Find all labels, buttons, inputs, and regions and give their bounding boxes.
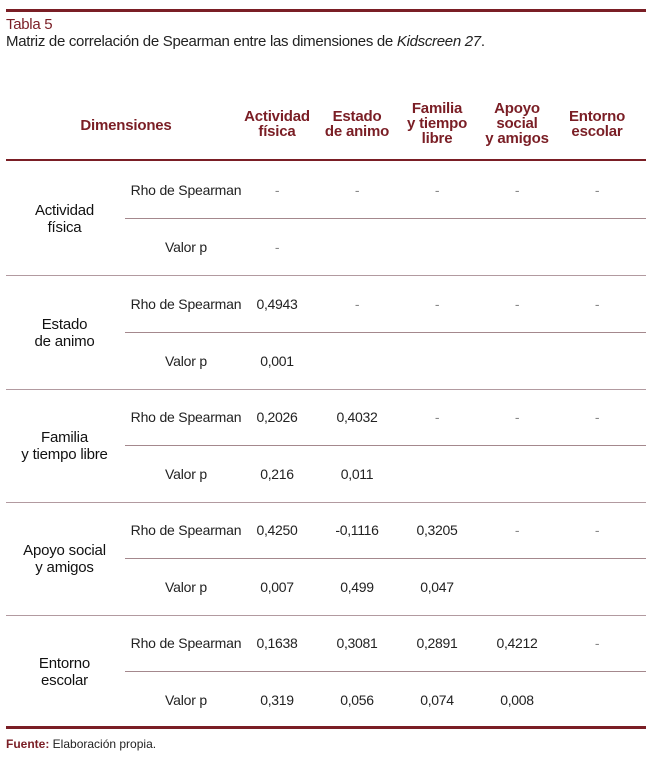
- dimension-label-line: escolar: [41, 672, 88, 689]
- p-value-cell: 0,047: [420, 579, 454, 595]
- rho-row-label: Rho de Spearman: [130, 296, 242, 312]
- p-value-cell: 0,074: [420, 692, 454, 708]
- dimension-label: [12, 202, 117, 236]
- p-value-cell: 0,001: [260, 353, 294, 369]
- rho-value-cell: -: [514, 296, 520, 312]
- rho-value-cell: 0,2891: [416, 635, 458, 651]
- rho-value-cell: -: [354, 182, 360, 198]
- dimension-label-line: Entorno: [38, 655, 91, 672]
- dimension-label-line: y amigos: [35, 559, 94, 576]
- column-header-line: física: [258, 123, 296, 140]
- column-header-line: Actividad: [244, 108, 310, 125]
- rho-value-cell: -: [434, 409, 440, 425]
- rho-value-cell: 0,1638: [256, 635, 298, 651]
- rho-value-cell: -0,1116: [335, 522, 379, 538]
- row-separator: [125, 332, 646, 333]
- dimension-label-line: de animo: [34, 333, 95, 350]
- rho-row-label: Rho de Spearman: [130, 522, 242, 538]
- p-value-cell: -: [274, 239, 280, 255]
- table-title: [6, 33, 485, 51]
- rho-value-cell: -: [514, 522, 520, 538]
- row-separator: [125, 558, 646, 559]
- table-header: [6, 95, 646, 159]
- column-header-line: y amigos: [485, 130, 549, 147]
- dimension-label: [12, 316, 117, 350]
- dimension-group: [6, 389, 646, 502]
- table-source: [6, 737, 156, 751]
- p-value-cell: 0,008: [500, 692, 534, 708]
- rho-value-cell: -: [274, 182, 280, 198]
- title-suffix: .: [480, 33, 485, 50]
- p-value-cell: 0,216: [260, 466, 294, 482]
- dimension-label: [12, 542, 117, 576]
- header-dimensions: Dimensiones: [80, 117, 172, 134]
- column-header: [317, 109, 397, 139]
- column-header-line: escolar: [571, 123, 623, 140]
- source-text: Elaboración propia.: [49, 737, 157, 751]
- title-italic: Kidscreen 27: [396, 33, 481, 50]
- rho-value-cell: 0,4212: [496, 635, 538, 651]
- rho-value-cell: -: [514, 409, 520, 425]
- column-header: [237, 109, 317, 139]
- dimension-label-line: Estado: [41, 316, 88, 333]
- bottom-rule: [6, 726, 646, 729]
- dimension-label-line: Familia: [41, 429, 88, 446]
- rho-row-label: Rho de Spearman: [130, 409, 242, 425]
- rho-value-cell: -: [594, 522, 600, 538]
- rho-value-cell: 0,4943: [256, 296, 298, 312]
- column-header-line: y tiempo: [406, 115, 468, 132]
- dimension-label-line: y tiempo libre: [21, 446, 108, 463]
- p-value-cell: 0,319: [260, 692, 294, 708]
- column-header-line: Apoyo: [494, 100, 540, 117]
- column-header-line: Familia: [411, 100, 463, 117]
- dimension-label-line: Actividad: [34, 202, 95, 219]
- rho-row-label: Rho de Spearman: [130, 182, 242, 198]
- rho-value-cell: -: [514, 182, 520, 198]
- header-rule: [6, 159, 646, 161]
- column-header: [557, 109, 637, 139]
- source-label: Fuente:: [6, 737, 50, 751]
- dimension-label: [12, 655, 117, 689]
- rho-value-cell: 0,3081: [336, 635, 378, 651]
- rho-value-cell: -: [594, 409, 600, 425]
- p-value-row-label: Valor p: [165, 692, 207, 708]
- column-header-line: social: [496, 115, 538, 132]
- rho-value-cell: -: [594, 296, 600, 312]
- column-header-line: Estado: [332, 108, 382, 125]
- p-value-cell: 0,056: [340, 692, 374, 708]
- column-header-line: de animo: [324, 123, 390, 140]
- column-header: [397, 101, 477, 146]
- p-value-cell: 0,011: [340, 466, 374, 482]
- rho-value-cell: 0,4032: [336, 409, 378, 425]
- rho-value-cell: 0,3205: [416, 522, 458, 538]
- row-separator: [125, 445, 646, 446]
- row-separator: [125, 218, 646, 219]
- rho-value-cell: -: [594, 182, 600, 198]
- rho-value-cell: -: [354, 296, 360, 312]
- dimension-group: [6, 162, 646, 275]
- p-value-row-label: Valor p: [165, 353, 207, 369]
- column-header: [477, 101, 557, 146]
- column-header-line: Entorno: [568, 108, 626, 125]
- dimension-group: [6, 276, 646, 389]
- dimension-group: [6, 502, 646, 615]
- rho-value-cell: 0,2026: [256, 409, 298, 425]
- p-value-row-label: Valor p: [165, 466, 207, 482]
- column-header-line: libre: [421, 130, 453, 147]
- rho-value-cell: -: [434, 296, 440, 312]
- row-separator: [125, 671, 646, 672]
- table-number: Tabla 5: [6, 16, 53, 33]
- dimension-group: [6, 615, 646, 728]
- rho-value-cell: 0,4250: [256, 522, 298, 538]
- dimension-label: [12, 429, 117, 463]
- p-value-row-label: Valor p: [165, 239, 207, 255]
- dimension-label-line: Apoyo social: [23, 542, 106, 559]
- top-rule: [6, 9, 646, 12]
- p-value-cell: 0,007: [260, 579, 294, 595]
- rho-value-cell: -: [434, 182, 440, 198]
- rho-row-label: Rho de Spearman: [130, 635, 242, 651]
- rho-value-cell: -: [594, 635, 600, 651]
- title-text: Matriz de correlación de Spearman entre las dimensiones de: [6, 33, 397, 50]
- dimension-label-line: física: [47, 219, 82, 236]
- p-value-row-label: Valor p: [165, 579, 207, 595]
- p-value-cell: 0,499: [340, 579, 374, 595]
- table-caption: [6, 16, 485, 51]
